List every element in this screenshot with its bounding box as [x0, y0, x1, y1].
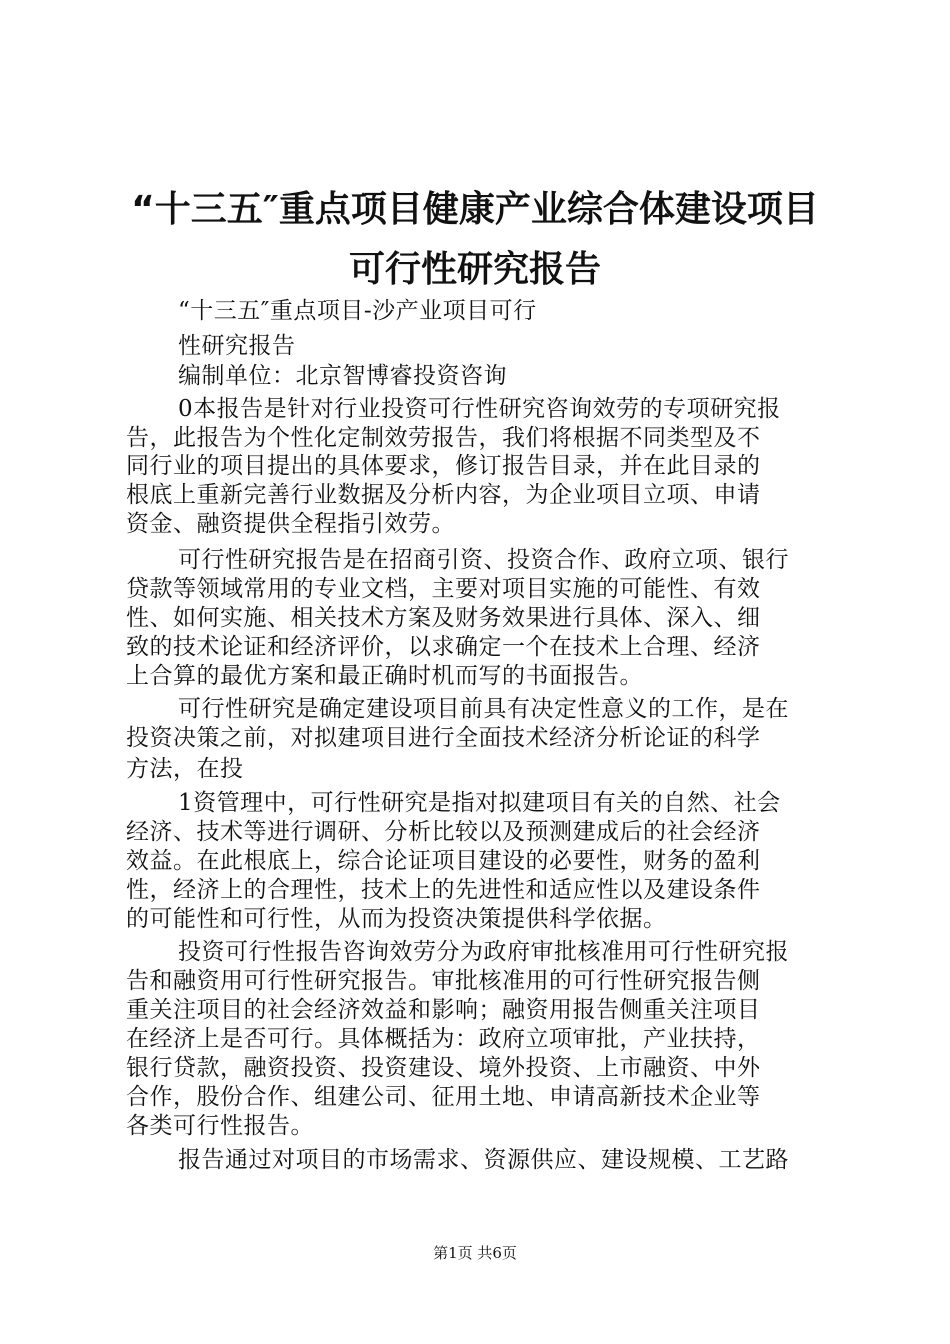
text-line: 可行性研究是确定建设项目前具有决定性意义的工作，是在	[178, 696, 789, 722]
text-line: 性研究报告	[178, 333, 296, 359]
text-line: 贷款等领域常用的专业文档，主要对项目实施的可能性、有效	[126, 576, 761, 602]
text-line: 性，经济上的合理性，技术上的先进性和适应性以及建设条件	[126, 877, 761, 903]
text-line: 投资可行性报告咨询效劳分为政府审批核准用可行性研究报	[178, 939, 789, 965]
text-line: 经济、技术等进行调研、分析比较以及预测建成后的社会经济	[126, 819, 761, 845]
text-line: 告，此报告为个性化定制效劳报告，我们将根据不同类型及不	[126, 425, 761, 451]
text-line: 方法，在投	[126, 756, 244, 782]
text-line: “十三五″重点项目-沙产业项目可行	[178, 298, 537, 324]
text-line: 根底上重新完善行业数据及分析内容，为企业项目立项、申请	[126, 482, 761, 508]
text-line: 的可能性和可行性，从而为投资决策提供科学依据。	[126, 906, 667, 932]
text-line: 投资决策之前，对拟建项目进行全面技术经济分析论证的科学	[126, 725, 761, 751]
text-line: 编制单位：北京智博睿投资咨询	[178, 363, 507, 389]
text-line: 致的技术论证和经济评价，以求确定一个在技术上合理、经济	[126, 634, 761, 660]
document-title: “十三五″重点项目健康产业综合体建设项目	[131, 189, 819, 230]
text-line: 银行贷款，融资投资、投资建设、境外投资、上市融资、中外	[126, 1055, 761, 1081]
text-line: 0本报告是针对行业投资可行性研究咨询效劳的专项研究报	[178, 396, 781, 422]
text-line: 同行业的项目提出的具体要求，修订报告目录，并在此目录的	[126, 453, 761, 479]
text-line: 在经济上是否可行。具体概括为：政府立项审批，产业扶持，	[126, 1026, 761, 1052]
page-number: 第1页 共6页	[433, 1244, 517, 1262]
text-line: 性、如何实施、相关技术方案及财务效果进行具体、深入、细	[126, 605, 761, 631]
text-line: 告和融资用可行性研究报告。审批核准用的可行性研究报告侧	[126, 968, 761, 994]
text-line: 报告通过对项目的市场需求、资源供应、建设规模、工艺路	[178, 1147, 789, 1173]
text-line: 重关注项目的社会经济效益和影响；融资用报告侧重关注项目	[126, 997, 761, 1023]
text-line: 效益。在此根底上，综合论证项目建设的必要性，财务的盈利	[126, 848, 761, 874]
text-line: 各类可行性报告。	[126, 1113, 314, 1139]
text-line: 上合算的最优方案和最正确时机而写的书面报告。	[126, 663, 643, 689]
text-line: 可行性研究报告是在招商引资、投资合作、政府立项、银行	[178, 547, 789, 573]
document-title-continued: 可行性研究报告	[348, 249, 601, 290]
text-line: 资金、融资提供全程指引效劳。	[126, 511, 455, 537]
text-line: 1资管理中，可行性研究是指对拟建项目有关的自然、社会	[178, 790, 781, 816]
text-line: 合作，股份合作、组建公司、征用土地、申请高新技术企业等	[126, 1084, 761, 1110]
